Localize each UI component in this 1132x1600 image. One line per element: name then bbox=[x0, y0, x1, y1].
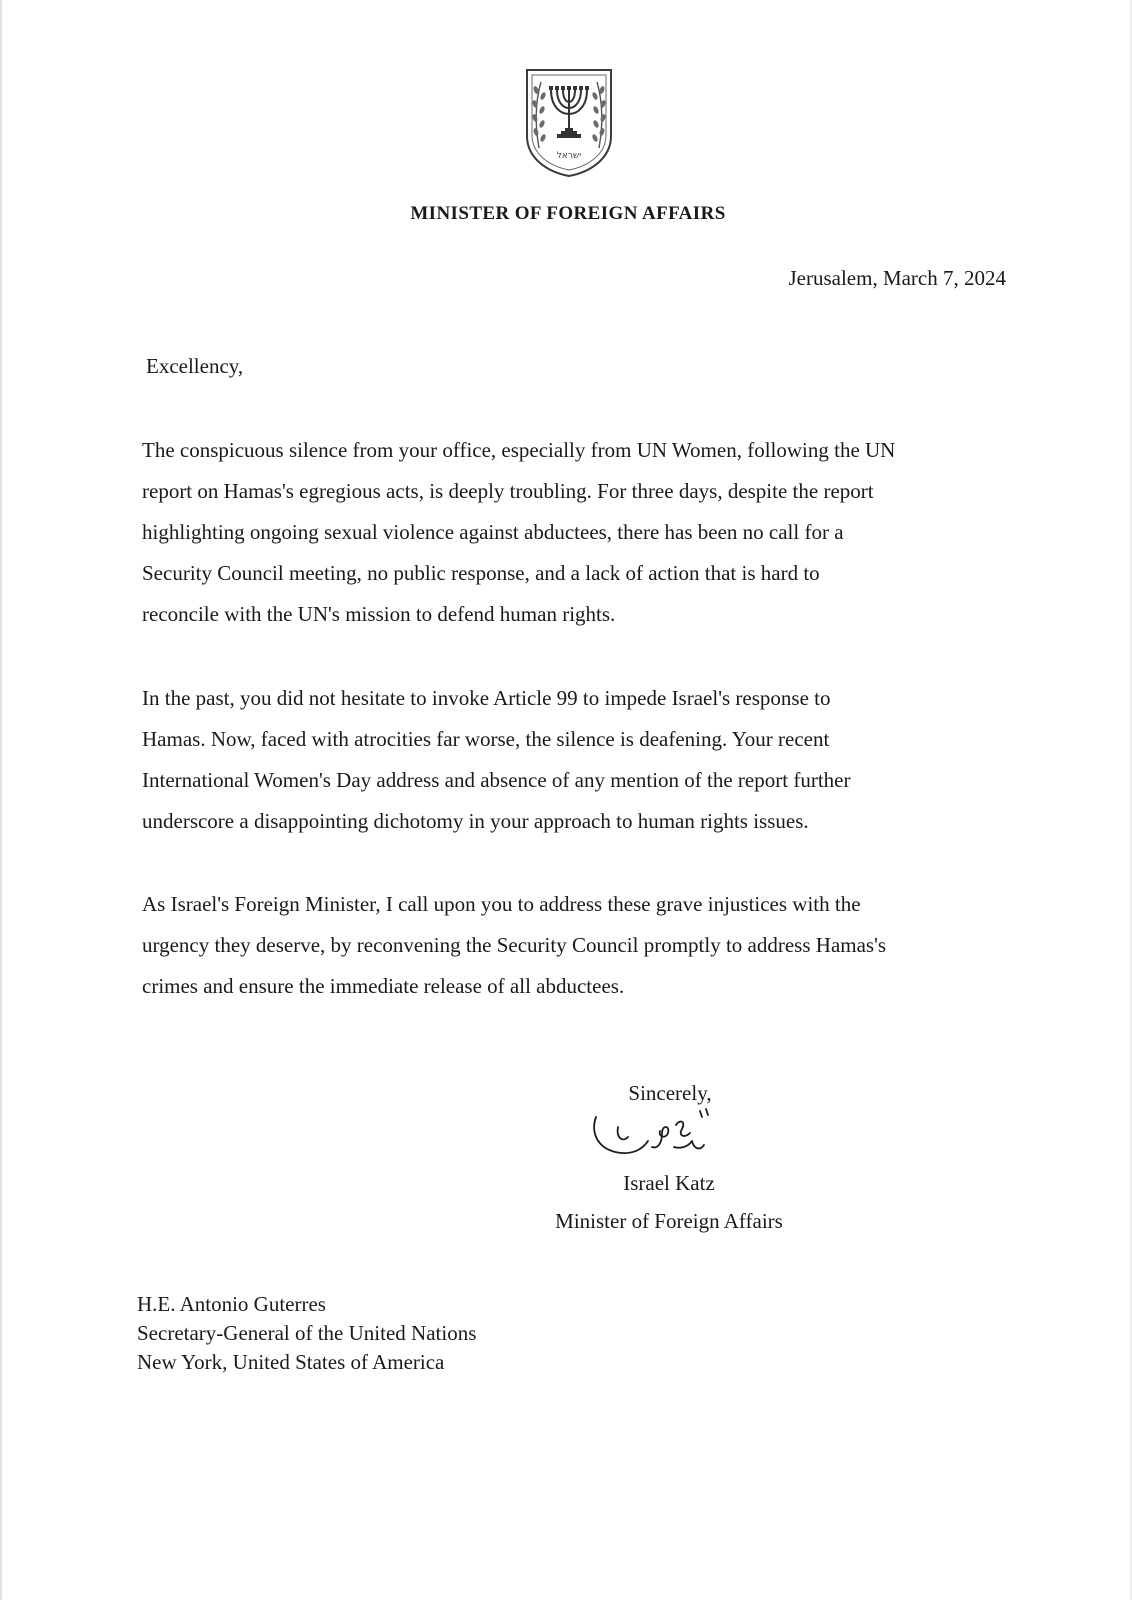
signer-title: Minister of Foreign Affairs bbox=[555, 1209, 783, 1233]
letterhead-title-text: MINISTER OF FOREIGN AFFAIRS bbox=[410, 203, 726, 224]
paragraph-line: reconcile with the UN's mission to defend human rights. bbox=[142, 602, 616, 626]
paragraph-line: highlighting ongoing sexual violence against abductees, there has been no call for a bbox=[142, 520, 844, 544]
letterhead-title bbox=[2, 203, 1132, 225]
body-paragraph-1 bbox=[142, 430, 895, 635]
paragraph-line: In the past, you did not hesitate to invoke Article 99 to impede Israel's response to bbox=[142, 686, 831, 710]
body-paragraph-3 bbox=[142, 884, 886, 1007]
state-emblem-menorah-icon bbox=[523, 66, 615, 178]
handwritten-signature-icon bbox=[588, 1103, 738, 1168]
paragraph-line: report on Hamas's egregious acts, is deeply troubling. For three days, despite the report bbox=[142, 479, 874, 503]
paragraph-line: crimes and ensure the immediate release of all abductees. bbox=[142, 974, 625, 998]
recipient-address: New York, United States of America bbox=[137, 1350, 445, 1374]
recipient-block bbox=[137, 1290, 476, 1377]
recipient-title: Secretary-General of the United Nations bbox=[137, 1321, 477, 1345]
paragraph-line: The conspicuous silence from your office, especially from UN Women, following the UN bbox=[142, 438, 896, 462]
paragraph-line: As Israel's Foreign Minister, I call upon you to address these grave injustices with the bbox=[142, 892, 861, 916]
body-paragraph-2 bbox=[142, 678, 850, 842]
recipient-name: H.E. Antonio Guterres bbox=[137, 1292, 326, 1316]
signer-name: Israel Katz bbox=[623, 1171, 715, 1195]
paragraph-line: Security Council meeting, no public response, and a lack of action that is hard to bbox=[142, 561, 820, 585]
date-line: Jerusalem, March 7, 2024 bbox=[788, 266, 1006, 290]
paragraph-line: Hamas. Now, faced with atrocities far worse, the silence is deafening. Your recent bbox=[142, 727, 830, 751]
paragraph-line: urgency they deserve, by reconvening the Security Council promptly to address Hamas's bbox=[142, 933, 887, 957]
valediction: Sincerely, bbox=[628, 1081, 712, 1105]
paragraph-line: underscore a disappointing dichotomy in your approach to human rights issues. bbox=[142, 809, 809, 833]
salutation: Excellency, bbox=[146, 354, 244, 378]
paragraph-line: International Women's Day address and absence of any mention of the report further bbox=[142, 768, 851, 792]
emblem-inscription: ישראל bbox=[556, 151, 582, 161]
